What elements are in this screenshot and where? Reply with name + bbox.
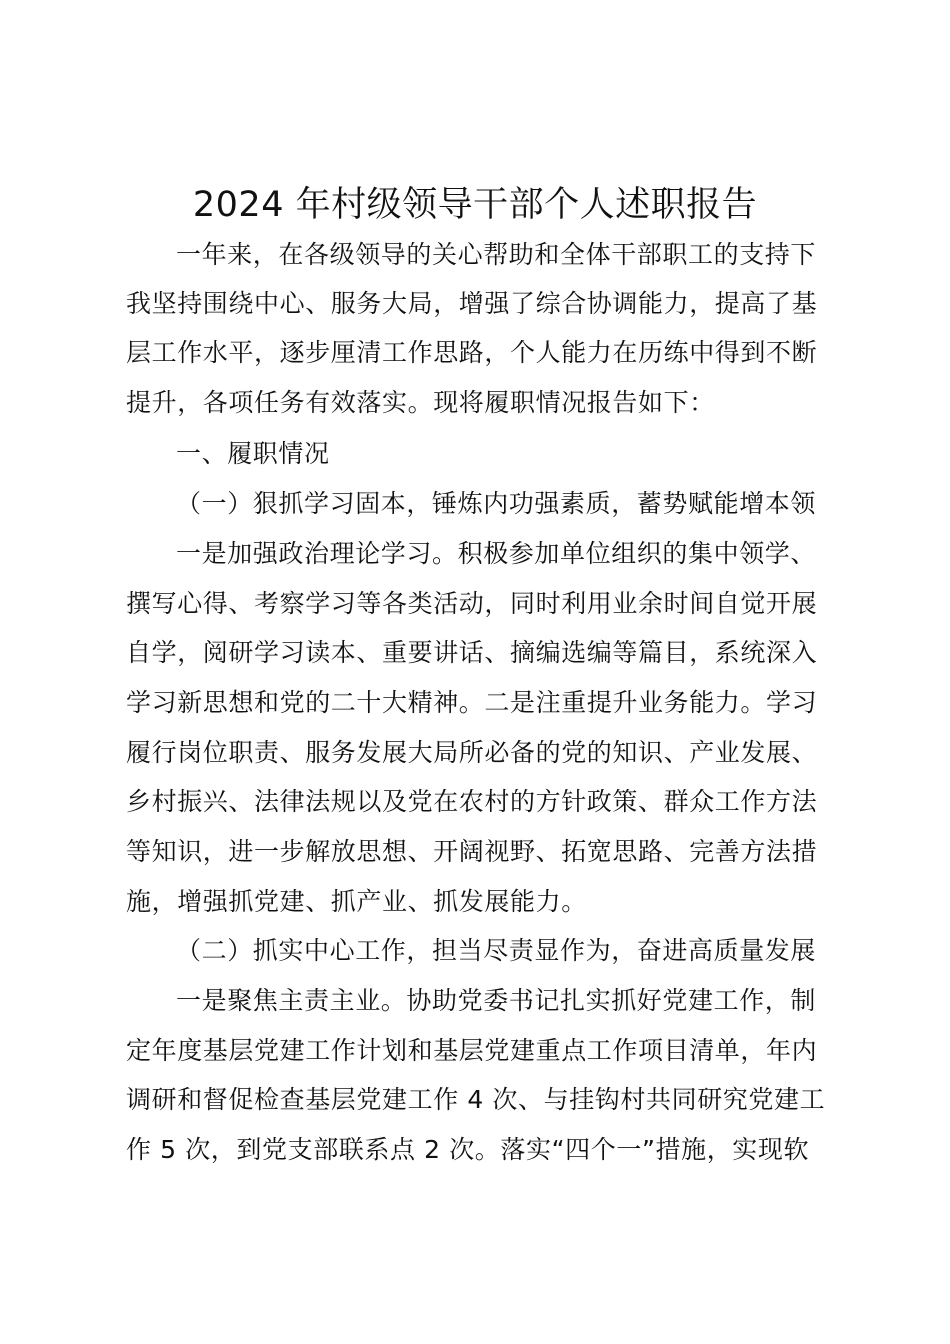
document-title: 2024 年村级领导干部个人述职报告 [192, 185, 758, 225]
paragraph-line: 一是加强政治理论学习。积极参加单位组织的集中领学、 [176, 539, 817, 568]
paragraph-line: 乡村振兴、法律法规以及党在农村的方针政策、群众工作方法 [126, 787, 818, 816]
paragraph-line: 履行岗位职责、服务发展大局所必备的党的知识、产业发展、 [126, 738, 818, 767]
paragraph-line: 层工作水平，逐步厘清工作思路，个人能力在历练中得到不断 [126, 338, 818, 367]
subsection-heading: （一）狠抓学习固本，锤炼内功强素质，蓄势赋能增本领 [176, 489, 817, 518]
paragraph-line: 一是聚焦主责主业。协助党委书记扎实抓好党建工作，制 [176, 986, 817, 1015]
paragraph-line: 学习新思想和党的二十大精神。二是注重提升业务能力。学习 [126, 688, 818, 717]
subsection-heading: （二）抓实中心工作，担当尽责显作为，奋进高质量发展 [176, 936, 817, 965]
paragraph-line: 自学，阅研学习读本、重要讲话、摘编选编等篇目，系统深入 [126, 638, 818, 667]
paragraph-line: 调研和督促检查基层党建工作 4 次、与挂钩村共同研究党建工 [126, 1085, 826, 1114]
paragraph-line: 一年来，在各级领导的关心帮助和全体干部职工的支持下 [176, 240, 817, 269]
paragraph-line: 定年度基层党建工作计划和基层党建重点工作项目清单，年内 [126, 1036, 818, 1065]
section-heading: 一、履职情况 [176, 439, 330, 468]
paragraph-line: 我坚持围绕中心、服务大局，增强了综合协调能力，提高了基 [126, 289, 818, 318]
paragraph-line: 撰写心得、考察学习等各类活动，同时利用业余时间自觉开展 [126, 589, 818, 618]
paragraph-line: 等知识，进一步解放思想、开阔视野、拓宽思路、完善方法措 [126, 837, 818, 866]
paragraph-line: 提升，各项任务有效落实。现将履职情况报告如下： [126, 388, 715, 417]
paragraph-line: 施，增强抓党建、抓产业、抓发展能力。 [126, 887, 587, 916]
paragraph-line: 作 5 次，到党支部联系点 2 次。落实“四个一”措施，实现软 [126, 1135, 810, 1164]
